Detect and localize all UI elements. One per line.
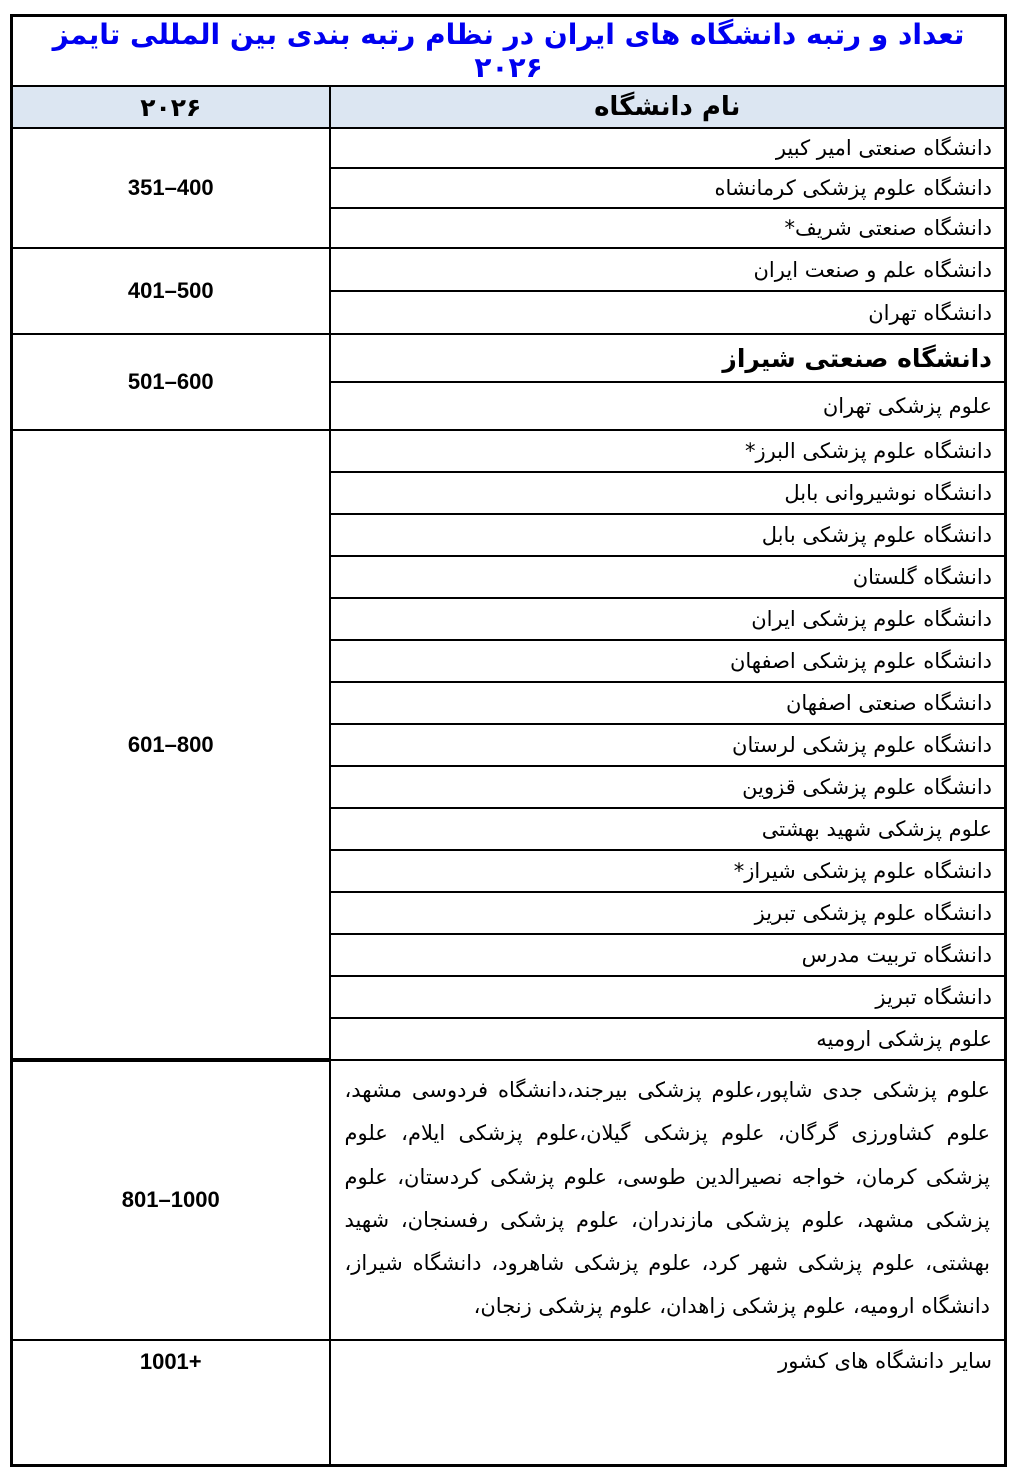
university-cell: دانشگاه صنعتی شیراز [330, 334, 1006, 382]
rank-range-cell: 351–400 [12, 128, 330, 248]
university-cell: دانشگاه صنعتی شریف* [330, 208, 1006, 248]
university-cell: دانشگاه صنعتی اصفهان [330, 682, 1006, 724]
university-cell: دانشگاه علوم پزشکی قزوین [330, 766, 1006, 808]
table-row [12, 334, 1006, 382]
university-cell: علوم پزشکی تهران [330, 382, 1006, 430]
university-cell: دانشگاه علم و صنعت ایران [330, 248, 1006, 291]
table-row [12, 1060, 1006, 1340]
university-cell: دانشگاه علوم پزشکی شیراز* [330, 850, 1006, 892]
table-row [12, 1340, 1006, 1466]
rank-range-cell: 1001+ [12, 1340, 330, 1466]
university-cell: دانشگاه علوم پزشکی لرستان [330, 724, 1006, 766]
university-cell: دانشگاه صنعتی امیر کبیر [330, 128, 1006, 168]
university-cell: دانشگاه تهران [330, 291, 1006, 334]
university-cell: دانشگاه تربیت مدرس [330, 934, 1006, 976]
university-cell: علوم پزشکی جدی شاپور،علوم پزشکی بیرجند،دانشگاه فردوسی مشهد، علوم کشاورزی گرگان، علوم پزشکی گیلان،علوم پزشکی ایلام، علوم پزشکی کرمان، خواجه نصیرالدین طوسی، علوم پزشکی کردستان، علوم پزشکی مشهد، علوم پزشکی مازندران، علوم پزشکی رفسنجان، شهید بهشتی، علوم پزشکی شهر کرد، علوم پزشکی شاهرود، دانشگاه شیراز، دانشگاه ارومیه، علوم پزشکی زاهدان، علوم پزشکی زنجان، [330, 1060, 1006, 1340]
table-header-row [12, 86, 1006, 128]
table-title-row [12, 16, 1006, 87]
university-cell: دانشگاه علوم پزشکی ایران [330, 598, 1006, 640]
university-cell: دانشگاه گلستان [330, 556, 1006, 598]
university-cell: دانشگاه نوشیروانی بابل [330, 472, 1006, 514]
table-row [12, 248, 1006, 291]
rank-range-cell: 801–1000 [12, 1060, 330, 1340]
university-cell: دانشگاه تبریز [330, 976, 1006, 1018]
rank-range-cell: 601–800 [12, 430, 330, 1060]
university-cell: دانشگاه علوم پزشکی البرز* [330, 430, 1006, 472]
column-header-year: ۲۰۲۶ [12, 86, 330, 128]
table-title: تعداد و رتبه دانشگاه های ایران در نظام رتبه بندی بین المللی تایمز ۲۰۲۶ [12, 16, 1006, 87]
university-cell: دانشگاه علوم پزشکی تبریز [330, 892, 1006, 934]
column-header-university-name: نام دانشگاه [330, 86, 1006, 128]
rank-range-cell: 401–500 [12, 248, 330, 334]
table-row [12, 128, 1006, 168]
university-cell: علوم پزشکی شهید بهشتی [330, 808, 1006, 850]
university-cell: سایر دانشگاه های کشور [330, 1340, 1006, 1466]
university-cell: دانشگاه علوم پزشکی کرمانشاه [330, 168, 1006, 208]
university-cell: علوم پزشکی ارومیه [330, 1018, 1006, 1060]
rank-range-cell: 501–600 [12, 334, 330, 430]
university-rankings-table [10, 14, 1007, 1467]
table-row [12, 430, 1006, 472]
university-cell: دانشگاه علوم پزشکی بابل [330, 514, 1006, 556]
university-cell: دانشگاه علوم پزشکی اصفهان [330, 640, 1006, 682]
